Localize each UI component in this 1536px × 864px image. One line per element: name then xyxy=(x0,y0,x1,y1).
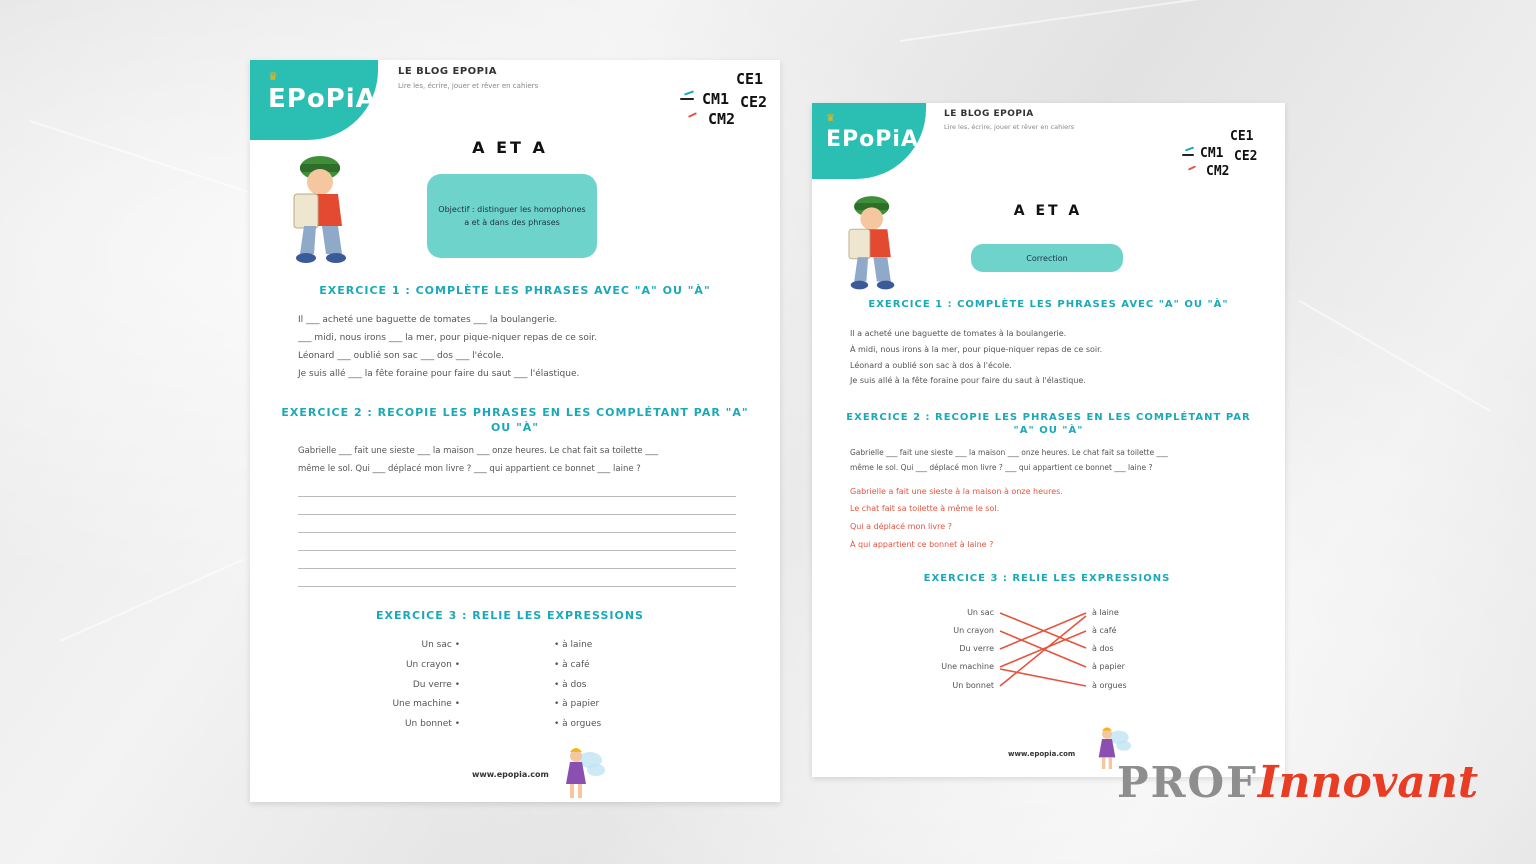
match-left-label: Un crayon xyxy=(953,626,994,635)
paper-crease xyxy=(1299,300,1491,412)
exercise-2-answer: Le chat fait sa toilette à même le sol. xyxy=(850,504,1000,513)
match-left-item: Une machine • xyxy=(392,699,460,709)
level-cm1: CM1 xyxy=(1200,146,1224,161)
match-right-item: • à orgues xyxy=(554,719,602,729)
blog-title: LE BLOG EPOPIA xyxy=(398,66,497,77)
exercise-2-text: même le sol. Qui ___ déplacé mon livre ? ___ qui appartient ce bonnet ___ laine ? xyxy=(298,464,641,474)
writing-line xyxy=(298,496,736,497)
match-left-label: Un bonnet xyxy=(952,681,994,690)
match-right-label: à dos xyxy=(562,680,587,690)
level-cm2: CM2 xyxy=(1206,164,1230,179)
brand-suffix: Innovant xyxy=(1257,757,1479,808)
writing-line xyxy=(298,514,736,515)
exercise-2-answer: Gabrielle a fait une sieste à la maison à onze heures. xyxy=(850,487,1063,496)
exercise-2-answer: À qui appartient ce bonnet à laine ? xyxy=(850,540,994,549)
match-left-label: Du verre xyxy=(412,680,452,690)
worksheet-title: A ET A xyxy=(472,138,548,157)
match-right-label: à papier xyxy=(1092,662,1125,671)
match-line xyxy=(1000,616,1086,686)
match-right-label: à café xyxy=(562,660,590,670)
level-ce1: CE1 xyxy=(1230,129,1254,144)
level-cm1: CM1 xyxy=(702,90,730,108)
match-right-item: • à dos xyxy=(554,680,587,690)
epopia-logo: EPoPiA xyxy=(268,84,377,114)
objective-box: Objectif : distinguer les homophones a et à dans des phrases xyxy=(427,174,597,258)
match-left-label: Du verre xyxy=(959,644,994,653)
fairy-illustration xyxy=(558,744,606,802)
match-right-label: à papier xyxy=(562,699,600,709)
writing-line xyxy=(298,586,736,587)
crown-icon: ♛ xyxy=(268,70,278,83)
exercise-2-title: EXERCICE 2 : RECOPIE LES PHRASES EN LES COMPLÉTANT PAR "A" OU "À" xyxy=(281,406,749,434)
exercise-1-line: ___ midi, nous irons ___ la mer, pour pique-niquer repas de ce soir. xyxy=(298,333,598,343)
match-left-item: Un bonnet • xyxy=(404,719,460,729)
exercise-1-answer: Il a acheté une baguette de tomates à la boulangerie. xyxy=(850,329,1067,338)
match-line xyxy=(1000,669,1086,686)
matching-lines xyxy=(812,103,1285,777)
exercise-1-answer: À midi, nous irons à la mer, pour pique-niquer repas de ce soir. xyxy=(850,345,1103,354)
match-left-label: Un crayon xyxy=(405,660,452,670)
match-right-label: à dos xyxy=(1092,644,1114,653)
match-left-item: Un sac • xyxy=(421,640,460,650)
level-ce2: CE2 xyxy=(740,93,768,111)
dash-decoration xyxy=(680,98,694,100)
writing-line xyxy=(298,568,736,569)
match-left-item: Du verre • xyxy=(412,680,460,690)
match-left-label: Un bonnet xyxy=(404,719,452,729)
exercise-2-text: même le sol. Qui ___ déplacé mon livre ? ___ qui appartient ce bonnet ___ laine ? xyxy=(850,463,1153,472)
match-right-item: • à papier xyxy=(554,699,600,709)
exercise-3-title: EXERCICE 3 : RELIE LES EXPRESSIONS xyxy=(923,573,1171,584)
worksheet-exercise xyxy=(250,60,780,802)
worksheet-correction xyxy=(812,103,1285,777)
dash-decoration xyxy=(688,112,697,118)
exercise-2-title: EXERCICE 2 : RECOPIE LES PHRASES EN LES COMPLÉTANT PAR "A" OU "À" xyxy=(846,412,1251,436)
blog-subtitle: Lire les, écrire, jouer et rêver en cahiers xyxy=(944,123,1075,131)
blog-title: LE BLOG EPOPIA xyxy=(944,109,1034,119)
brand-prefix: PROF xyxy=(1117,758,1258,807)
exercise-1-title: EXERCICE 1 : COMPLÈTE LES PHRASES AVEC "A" OU "À" xyxy=(319,284,711,297)
exercise-2-answer: Qui a déplacé mon livre ? xyxy=(850,522,952,531)
exercise-2-text: Gabrielle ___ fait une sieste ___ la maison ___ onze heures. Le chat fait sa toilette ___ xyxy=(298,446,659,456)
dash-decoration xyxy=(684,90,694,95)
paper-crease xyxy=(29,120,277,202)
writing-line xyxy=(298,550,736,551)
exercise-2-text: Gabrielle ___ fait une sieste ___ la maison ___ onze heures. Le chat fait sa toilette ___ xyxy=(850,448,1168,457)
exercise-1-answer: Léonard a oublié son sac à dos à l'école. xyxy=(850,361,1012,370)
match-left-label: Une machine xyxy=(392,699,452,709)
correction-badge: Correction xyxy=(971,244,1123,272)
match-left-label: Une machine xyxy=(941,662,994,671)
match-right-item: • à café xyxy=(554,660,590,670)
match-right-label: à laine xyxy=(562,640,593,650)
exercise-1-title: EXERCICE 1 : COMPLÈTE LES PHRASES AVEC "A" OU "À" xyxy=(868,299,1229,310)
paper-crease xyxy=(900,0,1316,42)
exercise-1-answer: Je suis allé à la fête foraine pour faire du saut à l'élastique. xyxy=(850,376,1086,385)
worksheet-title: A ET A xyxy=(1013,203,1083,219)
exercise-1-line: Léonard ___ oublié son sac ___ dos ___ l'école. xyxy=(298,351,505,361)
blog-subtitle: Lire les, écrire, jouer et rêver en cahiers xyxy=(398,82,539,90)
match-left-label: Un sac xyxy=(421,640,452,650)
match-left-label: Un sac xyxy=(967,608,994,617)
match-right-item: • à laine xyxy=(554,640,593,650)
epopia-logo: EPoPiA xyxy=(826,127,919,152)
crown-icon: ♛ xyxy=(826,113,835,124)
site-url: www.epopia.com xyxy=(1008,750,1076,758)
match-left-item: Un crayon • xyxy=(405,660,460,670)
boy-character-illustration xyxy=(286,150,364,265)
match-right-label: à laine xyxy=(1092,608,1119,617)
paper-crease xyxy=(60,559,244,642)
exercise-3-title: EXERCICE 3 : RELIE LES EXPRESSIONS xyxy=(376,609,644,622)
exercise-1-line: Il ___ acheté une baguette de tomates ___ la boulangerie. xyxy=(298,315,558,325)
level-cm2: CM2 xyxy=(708,110,736,128)
writing-line xyxy=(298,532,736,533)
profinnovant-brand xyxy=(1117,757,1478,808)
grade-levels xyxy=(678,70,778,130)
site-url: www.epopia.com xyxy=(472,770,549,779)
match-right-label: à café xyxy=(1092,626,1117,635)
exercise-1-line: Je suis allé ___ la fête foraine pour faire du saut ___ l'élastique. xyxy=(298,369,580,379)
match-right-label: à orgues xyxy=(1092,681,1127,690)
level-ce2: CE2 xyxy=(1234,149,1258,164)
match-right-label: à orgues xyxy=(562,719,602,729)
level-ce1: CE1 xyxy=(736,70,764,88)
